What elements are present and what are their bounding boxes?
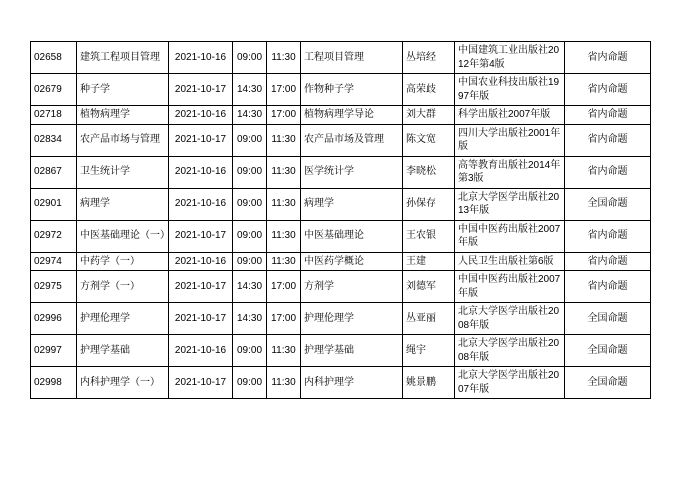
cell-end-time: 11:30	[267, 124, 301, 156]
cell-exam-type: 全国命题	[565, 335, 651, 367]
table-row	[31, 156, 651, 188]
cell-major-name: 中医基础理论（一）	[77, 220, 169, 252]
cell-exam-date: 2021-10-16	[169, 106, 233, 125]
cell-exam-type: 省内命题	[565, 42, 651, 74]
table-row	[31, 74, 651, 106]
cell-subject-name: 工程项目管理	[301, 42, 403, 74]
cell-press-edition: 四川大学出版社2001年版	[455, 124, 565, 156]
cell-end-time: 17:00	[267, 303, 301, 335]
cell-subject-name: 护理学基础	[301, 335, 403, 367]
cell-press-edition: 北京大学医学出版社2007年版	[455, 367, 565, 399]
exam-schedule-table-wrapper	[30, 41, 650, 399]
cell-exam-type: 省内命题	[565, 74, 651, 106]
cell-press-edition: 科学出版社2007年版	[455, 106, 565, 125]
cell-exam-type: 省内命题	[565, 124, 651, 156]
cell-major-name: 护理伦理学	[77, 303, 169, 335]
cell-author: 孙保存	[403, 188, 455, 220]
cell-exam-date: 2021-10-16	[169, 188, 233, 220]
cell-major-name: 护理学基础	[77, 335, 169, 367]
cell-author: 王农银	[403, 220, 455, 252]
cell-exam-date: 2021-10-17	[169, 74, 233, 106]
cell-exam-type: 省内命题	[565, 252, 651, 271]
cell-author: 绳宇	[403, 335, 455, 367]
cell-end-time: 11:30	[267, 220, 301, 252]
cell-exam-date: 2021-10-17	[169, 367, 233, 399]
cell-author: 王建	[403, 252, 455, 271]
table-row	[31, 106, 651, 125]
cell-exam-date: 2021-10-17	[169, 303, 233, 335]
cell-start-time: 09:00	[233, 188, 267, 220]
cell-major-name: 病理学	[77, 188, 169, 220]
cell-author: 丛亚丽	[403, 303, 455, 335]
cell-course-code: 02658	[31, 42, 77, 74]
cell-major-name: 内科护理学（一）	[77, 367, 169, 399]
cell-start-time: 14:30	[233, 74, 267, 106]
cell-major-name: 卫生统计学	[77, 156, 169, 188]
cell-course-code: 02718	[31, 106, 77, 125]
cell-start-time: 14:30	[233, 303, 267, 335]
exam-schedule-table	[30, 41, 651, 399]
table-body	[31, 42, 651, 399]
cell-start-time: 09:00	[233, 156, 267, 188]
cell-start-time: 09:00	[233, 220, 267, 252]
cell-start-time: 09:00	[233, 367, 267, 399]
cell-major-name: 方剂学（一）	[77, 271, 169, 303]
cell-exam-type: 省内命题	[565, 220, 651, 252]
cell-exam-type: 省内命题	[565, 106, 651, 125]
cell-author: 李晓松	[403, 156, 455, 188]
cell-exam-date: 2021-10-16	[169, 42, 233, 74]
cell-subject-name: 植物病理学导论	[301, 106, 403, 125]
cell-end-time: 11:30	[267, 335, 301, 367]
cell-subject-name: 中医基础理论	[301, 220, 403, 252]
cell-press-edition: 中国农业科技出版社1997年版	[455, 74, 565, 106]
cell-exam-date: 2021-10-17	[169, 271, 233, 303]
cell-end-time: 17:00	[267, 271, 301, 303]
table-row	[31, 220, 651, 252]
cell-press-edition: 中国中医药出版社2007年版	[455, 220, 565, 252]
cell-author: 丛培经	[403, 42, 455, 74]
cell-start-time: 14:30	[233, 271, 267, 303]
cell-exam-type: 省内命题	[565, 156, 651, 188]
cell-exam-date: 2021-10-16	[169, 156, 233, 188]
cell-press-edition: 人民卫生出版社第6版	[455, 252, 565, 271]
cell-course-code: 02834	[31, 124, 77, 156]
cell-start-time: 14:30	[233, 106, 267, 125]
cell-author: 高荣歧	[403, 74, 455, 106]
cell-start-time: 09:00	[233, 335, 267, 367]
cell-end-time: 11:30	[267, 156, 301, 188]
table-row	[31, 335, 651, 367]
cell-exam-type: 全国命题	[565, 367, 651, 399]
cell-exam-type: 省内命题	[565, 271, 651, 303]
cell-subject-name: 医学统计学	[301, 156, 403, 188]
cell-course-code: 02975	[31, 271, 77, 303]
cell-start-time: 09:00	[233, 252, 267, 271]
cell-subject-name: 护理伦理学	[301, 303, 403, 335]
cell-author: 姚景鹏	[403, 367, 455, 399]
cell-subject-name: 农产品市场及管理	[301, 124, 403, 156]
cell-course-code: 02998	[31, 367, 77, 399]
cell-course-code: 02997	[31, 335, 77, 367]
cell-course-code: 02972	[31, 220, 77, 252]
table-row	[31, 124, 651, 156]
cell-course-code: 02867	[31, 156, 77, 188]
cell-press-edition: 北京大学医学出版社2013年版	[455, 188, 565, 220]
cell-exam-type: 全国命题	[565, 303, 651, 335]
cell-subject-name: 内科护理学	[301, 367, 403, 399]
cell-major-name: 中药学（一）	[77, 252, 169, 271]
cell-exam-type: 全国命题	[565, 188, 651, 220]
cell-course-code: 02901	[31, 188, 77, 220]
cell-subject-name: 方剂学	[301, 271, 403, 303]
cell-major-name: 种子学	[77, 74, 169, 106]
cell-subject-name: 病理学	[301, 188, 403, 220]
cell-end-time: 11:30	[267, 252, 301, 271]
table-row	[31, 188, 651, 220]
cell-press-edition: 中国建筑工业出版社2012年第4版	[455, 42, 565, 74]
cell-end-time: 11:30	[267, 42, 301, 74]
cell-start-time: 09:00	[233, 42, 267, 74]
table-row	[31, 252, 651, 271]
cell-major-name: 农产品市场与管理	[77, 124, 169, 156]
cell-course-code: 02974	[31, 252, 77, 271]
cell-author: 刘大群	[403, 106, 455, 125]
cell-exam-date: 2021-10-16	[169, 335, 233, 367]
cell-start-time: 09:00	[233, 124, 267, 156]
cell-end-time: 17:00	[267, 74, 301, 106]
cell-press-edition: 北京大学医学出版社2008年版	[455, 335, 565, 367]
cell-major-name: 植物病理学	[77, 106, 169, 125]
cell-major-name: 建筑工程项目管理	[77, 42, 169, 74]
cell-press-edition: 高等教育出版社2014年第3版	[455, 156, 565, 188]
table-row	[31, 303, 651, 335]
table-row	[31, 271, 651, 303]
cell-exam-date: 2021-10-16	[169, 252, 233, 271]
cell-course-code: 02996	[31, 303, 77, 335]
cell-author: 刘德军	[403, 271, 455, 303]
cell-end-time: 11:30	[267, 188, 301, 220]
cell-press-edition: 中国中医药出版社2007年版	[455, 271, 565, 303]
cell-course-code: 02679	[31, 74, 77, 106]
cell-end-time: 17:00	[267, 106, 301, 125]
table-row	[31, 42, 651, 74]
cell-author: 陈文宽	[403, 124, 455, 156]
table-row	[31, 367, 651, 399]
cell-subject-name: 作物种子学	[301, 74, 403, 106]
cell-subject-name: 中医药学概论	[301, 252, 403, 271]
cell-press-edition: 北京大学医学出版社2008年版	[455, 303, 565, 335]
cell-exam-date: 2021-10-17	[169, 220, 233, 252]
cell-end-time: 11:30	[267, 367, 301, 399]
cell-exam-date: 2021-10-17	[169, 124, 233, 156]
